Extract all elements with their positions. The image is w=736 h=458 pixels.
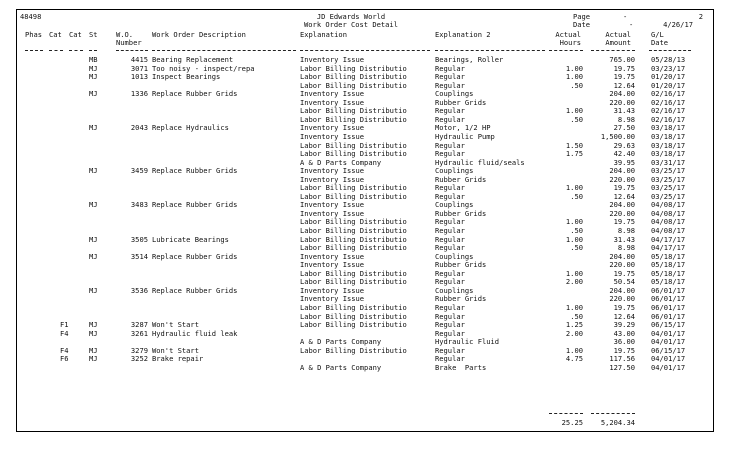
row-amount: 19.75 <box>613 303 635 312</box>
row-explanation-2: Rubber Grids <box>435 261 487 270</box>
row-explanation: Labor Billing Distributio <box>300 218 407 227</box>
row-gl-date: 04/17/17 <box>651 244 686 253</box>
row-description: Too noisy - inspect/repa <box>152 64 255 73</box>
row-explanation-2: Couplings <box>435 167 474 176</box>
col-header-gl-date: Date <box>651 38 669 47</box>
row-explanation-2: Regular <box>435 303 465 312</box>
row-amount: 204.00 <box>609 90 635 99</box>
row-gl-date: 02/16/17 <box>651 98 686 107</box>
row-explanation-2: Regular <box>435 355 465 364</box>
row-explanation: Labor Billing Distributio <box>300 244 407 253</box>
row-amount: 43.00 <box>613 329 635 338</box>
row-explanation-2: Hydraulic Pump <box>435 132 495 141</box>
col-header-explanation-2: Explanation 2 <box>435 30 491 39</box>
row-gl-date: 03/25/17 <box>651 167 686 176</box>
row-category: MJ <box>89 73 98 82</box>
row-hours: .50 <box>570 312 583 321</box>
row-description: Replace Hydraulics <box>152 124 229 133</box>
row-explanation-2: Couplings <box>435 252 474 261</box>
row-description: Inspect Bearings <box>152 73 221 82</box>
row-gl-date: 06/01/17 <box>651 303 686 312</box>
row-explanation: Inventory Issue <box>300 261 365 270</box>
row-explanation: Labor Billing Distributio <box>300 227 407 235</box>
row-gl-date: 03/25/17 <box>651 192 686 201</box>
report-page <box>16 9 714 432</box>
row-description: Lubricate Bearings <box>152 235 229 244</box>
row-hours: 1.00 <box>565 64 583 73</box>
row-explanation-2: Regular <box>435 218 465 227</box>
row-hours: .50 <box>570 115 583 124</box>
row-wo-number: 2043 <box>130 124 148 133</box>
row-explanation: Labor Billing Distributio <box>300 81 407 90</box>
row-amount: 27.50 <box>613 124 635 133</box>
row-explanation: Labor Billing Distributio <box>300 141 407 150</box>
row-explanation: Inventory Issue <box>300 90 365 99</box>
row-wo-number: 3252 <box>130 355 148 364</box>
row-gl-date: 04/17/17 <box>651 235 686 244</box>
row-explanation-2: Regular <box>435 227 465 235</box>
row-gl-date: 03/18/17 <box>651 150 686 159</box>
row-phase: F6 <box>60 355 69 364</box>
row-explanation: Labor Billing Distributio <box>300 115 407 124</box>
row-explanation-2: Brake Parts <box>435 363 487 372</box>
row-explanation: Labor Billing Distributio <box>300 321 407 330</box>
row-explanation: Labor Billing Distributio <box>300 303 407 312</box>
row-amount: 39.29 <box>613 321 635 330</box>
row-explanation-2: Regular <box>435 107 465 116</box>
row-gl-date: 03/31/17 <box>651 158 686 167</box>
row-amount: 50.54 <box>613 278 635 287</box>
page-separator: - <box>623 12 628 21</box>
row-wo-number: 1013 <box>130 73 148 82</box>
row-gl-date: 03/23/17 <box>651 64 686 73</box>
row-amount: 12.64 <box>613 312 635 321</box>
row-category: MJ <box>89 252 98 261</box>
row-gl-date: 01/20/17 <box>651 81 686 90</box>
row-gl-date: 04/01/17 <box>651 338 686 347</box>
row-explanation: Inventory Issue <box>300 209 365 218</box>
page-number: 2 <box>698 12 703 21</box>
row-gl-date: 05/18/17 <box>651 252 686 261</box>
row-hours: 2.00 <box>565 278 583 287</box>
col-header-cat-1: Cat <box>49 30 62 39</box>
row-category: MJ <box>89 346 98 355</box>
col-header-phas: Phas <box>25 30 43 39</box>
row-gl-date: 01/20/17 <box>651 73 686 82</box>
row-explanation: Inventory Issue <box>300 56 365 64</box>
row-hours: 2.00 <box>565 329 583 338</box>
row-explanation: Labor Billing Distributio <box>300 150 407 159</box>
row-gl-date: 06/01/17 <box>651 312 686 321</box>
row-hours: 1.00 <box>565 73 583 82</box>
row-gl-date: 04/08/17 <box>651 209 686 218</box>
row-amount: 220.00 <box>609 295 635 304</box>
row-gl-date: 04/08/17 <box>651 227 686 235</box>
row-gl-date: 06/01/17 <box>651 295 686 304</box>
row-hours: 1.00 <box>565 235 583 244</box>
total-hours: 25.25 <box>561 418 583 427</box>
total-amount-rule <box>591 413 635 414</box>
report-title: Work Order Cost Detail <box>304 20 398 29</box>
row-amount: 220.00 <box>609 261 635 270</box>
row-amount: 8.98 <box>617 244 635 253</box>
row-gl-date: 04/01/17 <box>651 363 686 372</box>
row-amount: 204.00 <box>609 167 635 176</box>
row-wo-number: 3483 <box>130 201 148 210</box>
row-hours: 1.00 <box>565 269 583 278</box>
row-description: Replace Rubber Grids <box>152 167 238 176</box>
row-hours: 1.75 <box>565 150 583 159</box>
row-explanation: Inventory Issue <box>300 286 365 295</box>
row-explanation: A & D Parts Company <box>300 338 382 347</box>
row-amount: 220.00 <box>609 209 635 218</box>
row-amount: 8.98 <box>617 115 635 124</box>
report-date: 4/26/17 <box>663 20 693 29</box>
row-amount: 765.00 <box>609 56 635 64</box>
row-amount: 19.75 <box>613 269 635 278</box>
row-explanation-2: Hydraulic fluid/seals <box>435 158 525 167</box>
row-gl-date: 05/28/13 <box>651 56 686 64</box>
row-explanation-2: Regular <box>435 269 465 278</box>
row-phase: F1 <box>60 321 69 330</box>
col-header-hours: Actual <box>555 30 581 39</box>
col-header-description: Work Order Description <box>152 30 246 39</box>
row-wo-number: 3514 <box>130 252 148 261</box>
row-explanation-2: Bearings, Roller <box>435 56 504 64</box>
row-hours: .50 <box>570 81 583 90</box>
col-header-explanation: Explanation <box>300 30 347 39</box>
row-explanation-2: Regular <box>435 64 465 73</box>
row-explanation: Inventory Issue <box>300 201 365 210</box>
row-gl-date: 02/16/17 <box>651 107 686 116</box>
row-wo-number: 3261 <box>130 329 148 338</box>
row-wo-number: 4415 <box>130 56 148 64</box>
row-explanation: Labor Billing Distributio <box>300 107 407 116</box>
row-explanation-2: Regular <box>435 192 465 201</box>
row-gl-date: 03/25/17 <box>651 184 686 193</box>
row-category: MJ <box>89 321 98 330</box>
row-explanation-2: Regular <box>435 184 465 193</box>
row-explanation-2: Rubber Grids <box>435 98 487 107</box>
row-phase: F4 <box>60 329 69 338</box>
row-explanation-2: Regular <box>435 73 465 82</box>
row-hours: .50 <box>570 244 583 253</box>
row-explanation: Inventory Issue <box>300 98 365 107</box>
row-explanation-2: Rubber Grids <box>435 295 487 304</box>
row-phase: F4 <box>60 346 69 355</box>
col-header-hours-2: Hours <box>559 38 581 47</box>
date-separator: - <box>629 20 634 29</box>
col-header-wo: W.O. <box>116 30 134 39</box>
row-gl-date: 03/18/17 <box>651 132 686 141</box>
row-category: MJ <box>89 167 98 176</box>
row-amount: 19.75 <box>613 64 635 73</box>
row-amount: 31.43 <box>613 107 635 116</box>
row-category: MJ <box>89 90 98 99</box>
row-wo-number: 3536 <box>130 286 148 295</box>
row-hours: .50 <box>570 192 583 201</box>
row-explanation-2: Couplings <box>435 201 474 210</box>
row-explanation-2: Rubber Grids <box>435 209 487 218</box>
total-hours-rule <box>549 413 583 414</box>
row-hours: 1.00 <box>565 107 583 116</box>
row-gl-date: 05/18/17 <box>651 261 686 270</box>
row-hours: 1.00 <box>565 346 583 355</box>
row-description: Replace Rubber Grids <box>152 286 238 295</box>
col-header-st: St <box>89 30 98 39</box>
row-explanation: Inventory Issue <box>300 132 365 141</box>
row-gl-date: 06/15/17 <box>651 346 686 355</box>
page-label: Page <box>573 12 591 21</box>
row-hours: 1.25 <box>565 321 583 330</box>
row-hours: 1.00 <box>565 303 583 312</box>
row-hours: 1.00 <box>565 218 583 227</box>
row-explanation: Labor Billing Distributio <box>300 269 407 278</box>
row-gl-date: 04/01/17 <box>651 355 686 364</box>
row-explanation-2: Rubber Grids <box>435 175 487 184</box>
row-gl-date: 05/18/17 <box>651 278 686 287</box>
row-explanation: Labor Billing Distributio <box>300 235 407 244</box>
col-header-gl: G/L <box>651 30 664 39</box>
row-amount: 220.00 <box>609 175 635 184</box>
row-wo-number: 3287 <box>130 321 148 330</box>
row-gl-date: 03/25/17 <box>651 175 686 184</box>
row-wo-number: 3459 <box>130 167 148 176</box>
row-amount: 204.00 <box>609 252 635 261</box>
row-description: Replace Rubber Grids <box>152 90 238 99</box>
row-category: MJ <box>89 201 98 210</box>
row-amount: 36.00 <box>613 338 635 347</box>
row-explanation: Labor Billing Distributio <box>300 73 407 82</box>
row-amount: 117.56 <box>609 355 635 364</box>
row-gl-date: 03/18/17 <box>651 141 686 150</box>
row-hours: 4.75 <box>565 355 583 364</box>
row-gl-date: 02/16/17 <box>651 90 686 99</box>
date-label: Date <box>573 20 591 29</box>
row-description: Hydraulic fluid leak <box>152 329 238 338</box>
row-explanation-2: Regular <box>435 244 465 253</box>
row-explanation: Labor Billing Distributio <box>300 64 407 73</box>
row-amount: 204.00 <box>609 201 635 210</box>
report-id: 48498 <box>20 12 42 21</box>
col-header-cat-2: Cat <box>69 30 82 39</box>
row-gl-date: 02/16/17 <box>651 115 686 124</box>
row-amount: 19.75 <box>613 346 635 355</box>
row-description: Brake repair <box>152 355 204 364</box>
row-amount: 8.98 <box>617 227 635 235</box>
row-amount: 42.40 <box>613 150 635 159</box>
row-description: Replace Rubber Grids <box>152 252 238 261</box>
row-explanation: A & D Parts Company <box>300 158 382 167</box>
row-amount: 1,500.00 <box>600 132 635 141</box>
row-gl-date: 03/18/17 <box>651 124 686 133</box>
row-category: MJ <box>89 355 98 364</box>
row-explanation-2: Couplings <box>435 90 474 99</box>
row-explanation: Inventory Issue <box>300 124 365 133</box>
col-header-amount: Actual <box>605 30 631 39</box>
row-explanation: Labor Billing Distributio <box>300 346 407 355</box>
row-amount: 31.43 <box>613 235 635 244</box>
row-amount: 19.75 <box>613 73 635 82</box>
row-amount: 19.75 <box>613 218 635 227</box>
row-gl-date: 04/01/17 <box>651 329 686 338</box>
row-hours: .50 <box>570 227 583 235</box>
row-description: Replace Rubber Grids <box>152 201 238 210</box>
row-wo-number: 3071 <box>130 64 148 73</box>
row-explanation-2: Motor, 1/2 HP <box>435 124 491 133</box>
row-explanation: A & D Parts Company <box>300 363 382 372</box>
row-amount: 204.00 <box>609 286 635 295</box>
row-wo-number: 3505 <box>130 235 148 244</box>
row-gl-date: 06/15/17 <box>651 321 686 330</box>
row-explanation: Labor Billing Distributio <box>300 192 407 201</box>
row-category: MJ <box>89 235 98 244</box>
row-explanation: Inventory Issue <box>300 175 365 184</box>
row-explanation-2: Couplings <box>435 286 474 295</box>
row-category: MB <box>89 56 98 64</box>
row-explanation-2: Regular <box>435 329 465 338</box>
company-name: JD Edwards World <box>316 12 386 21</box>
row-category: MJ <box>89 124 98 133</box>
row-category: MJ <box>89 329 98 338</box>
row-wo-number: 1336 <box>130 90 148 99</box>
row-gl-date: 04/08/17 <box>651 218 686 227</box>
row-explanation-2: Regular <box>435 321 465 330</box>
row-explanation: Labor Billing Distributio <box>300 278 407 287</box>
row-wo-number: 3279 <box>130 346 148 355</box>
row-explanation: Inventory Issue <box>300 252 365 261</box>
row-explanation-2: Regular <box>435 81 465 90</box>
row-amount: 12.64 <box>613 81 635 90</box>
col-header-wo-number: Number <box>116 38 142 47</box>
row-amount: 39.95 <box>613 158 635 167</box>
row-amount: 19.75 <box>613 184 635 193</box>
row-gl-date: 04/08/17 <box>651 201 686 210</box>
row-explanation-2: Regular <box>435 115 465 124</box>
row-amount: 220.00 <box>609 98 635 107</box>
row-explanation-2: Regular <box>435 346 465 355</box>
row-description: Won't Start <box>152 321 199 330</box>
row-description: Won't Start <box>152 346 199 355</box>
row-explanation: Labor Billing Distributio <box>300 184 407 193</box>
row-hours: 1.50 <box>565 141 583 150</box>
row-hours: 1.00 <box>565 184 583 193</box>
row-explanation-2: Regular <box>435 235 465 244</box>
row-gl-date: 06/01/17 <box>651 286 686 295</box>
row-category: MJ <box>89 64 98 73</box>
col-header-amount-2: Amount <box>605 38 631 47</box>
row-explanation: Labor Billing Distributio <box>300 312 407 321</box>
row-amount: 127.50 <box>609 363 635 372</box>
row-explanation: Inventory Issue <box>300 167 365 176</box>
row-amount: 12.64 <box>613 192 635 201</box>
row-explanation-2: Regular <box>435 141 465 150</box>
row-gl-date: 05/18/17 <box>651 269 686 278</box>
row-amount: 29.63 <box>613 141 635 150</box>
row-explanation-2: Regular <box>435 278 465 287</box>
row-explanation-2: Hydraulic Fluid <box>435 338 500 347</box>
row-category: MJ <box>89 286 98 295</box>
row-description: Bearing Replacement <box>152 56 234 64</box>
row-explanation-2: Regular <box>435 150 465 159</box>
total-amount: 5,204.34 <box>600 418 635 427</box>
row-explanation: Inventory Issue <box>300 295 365 304</box>
row-explanation-2: Regular <box>435 312 465 321</box>
